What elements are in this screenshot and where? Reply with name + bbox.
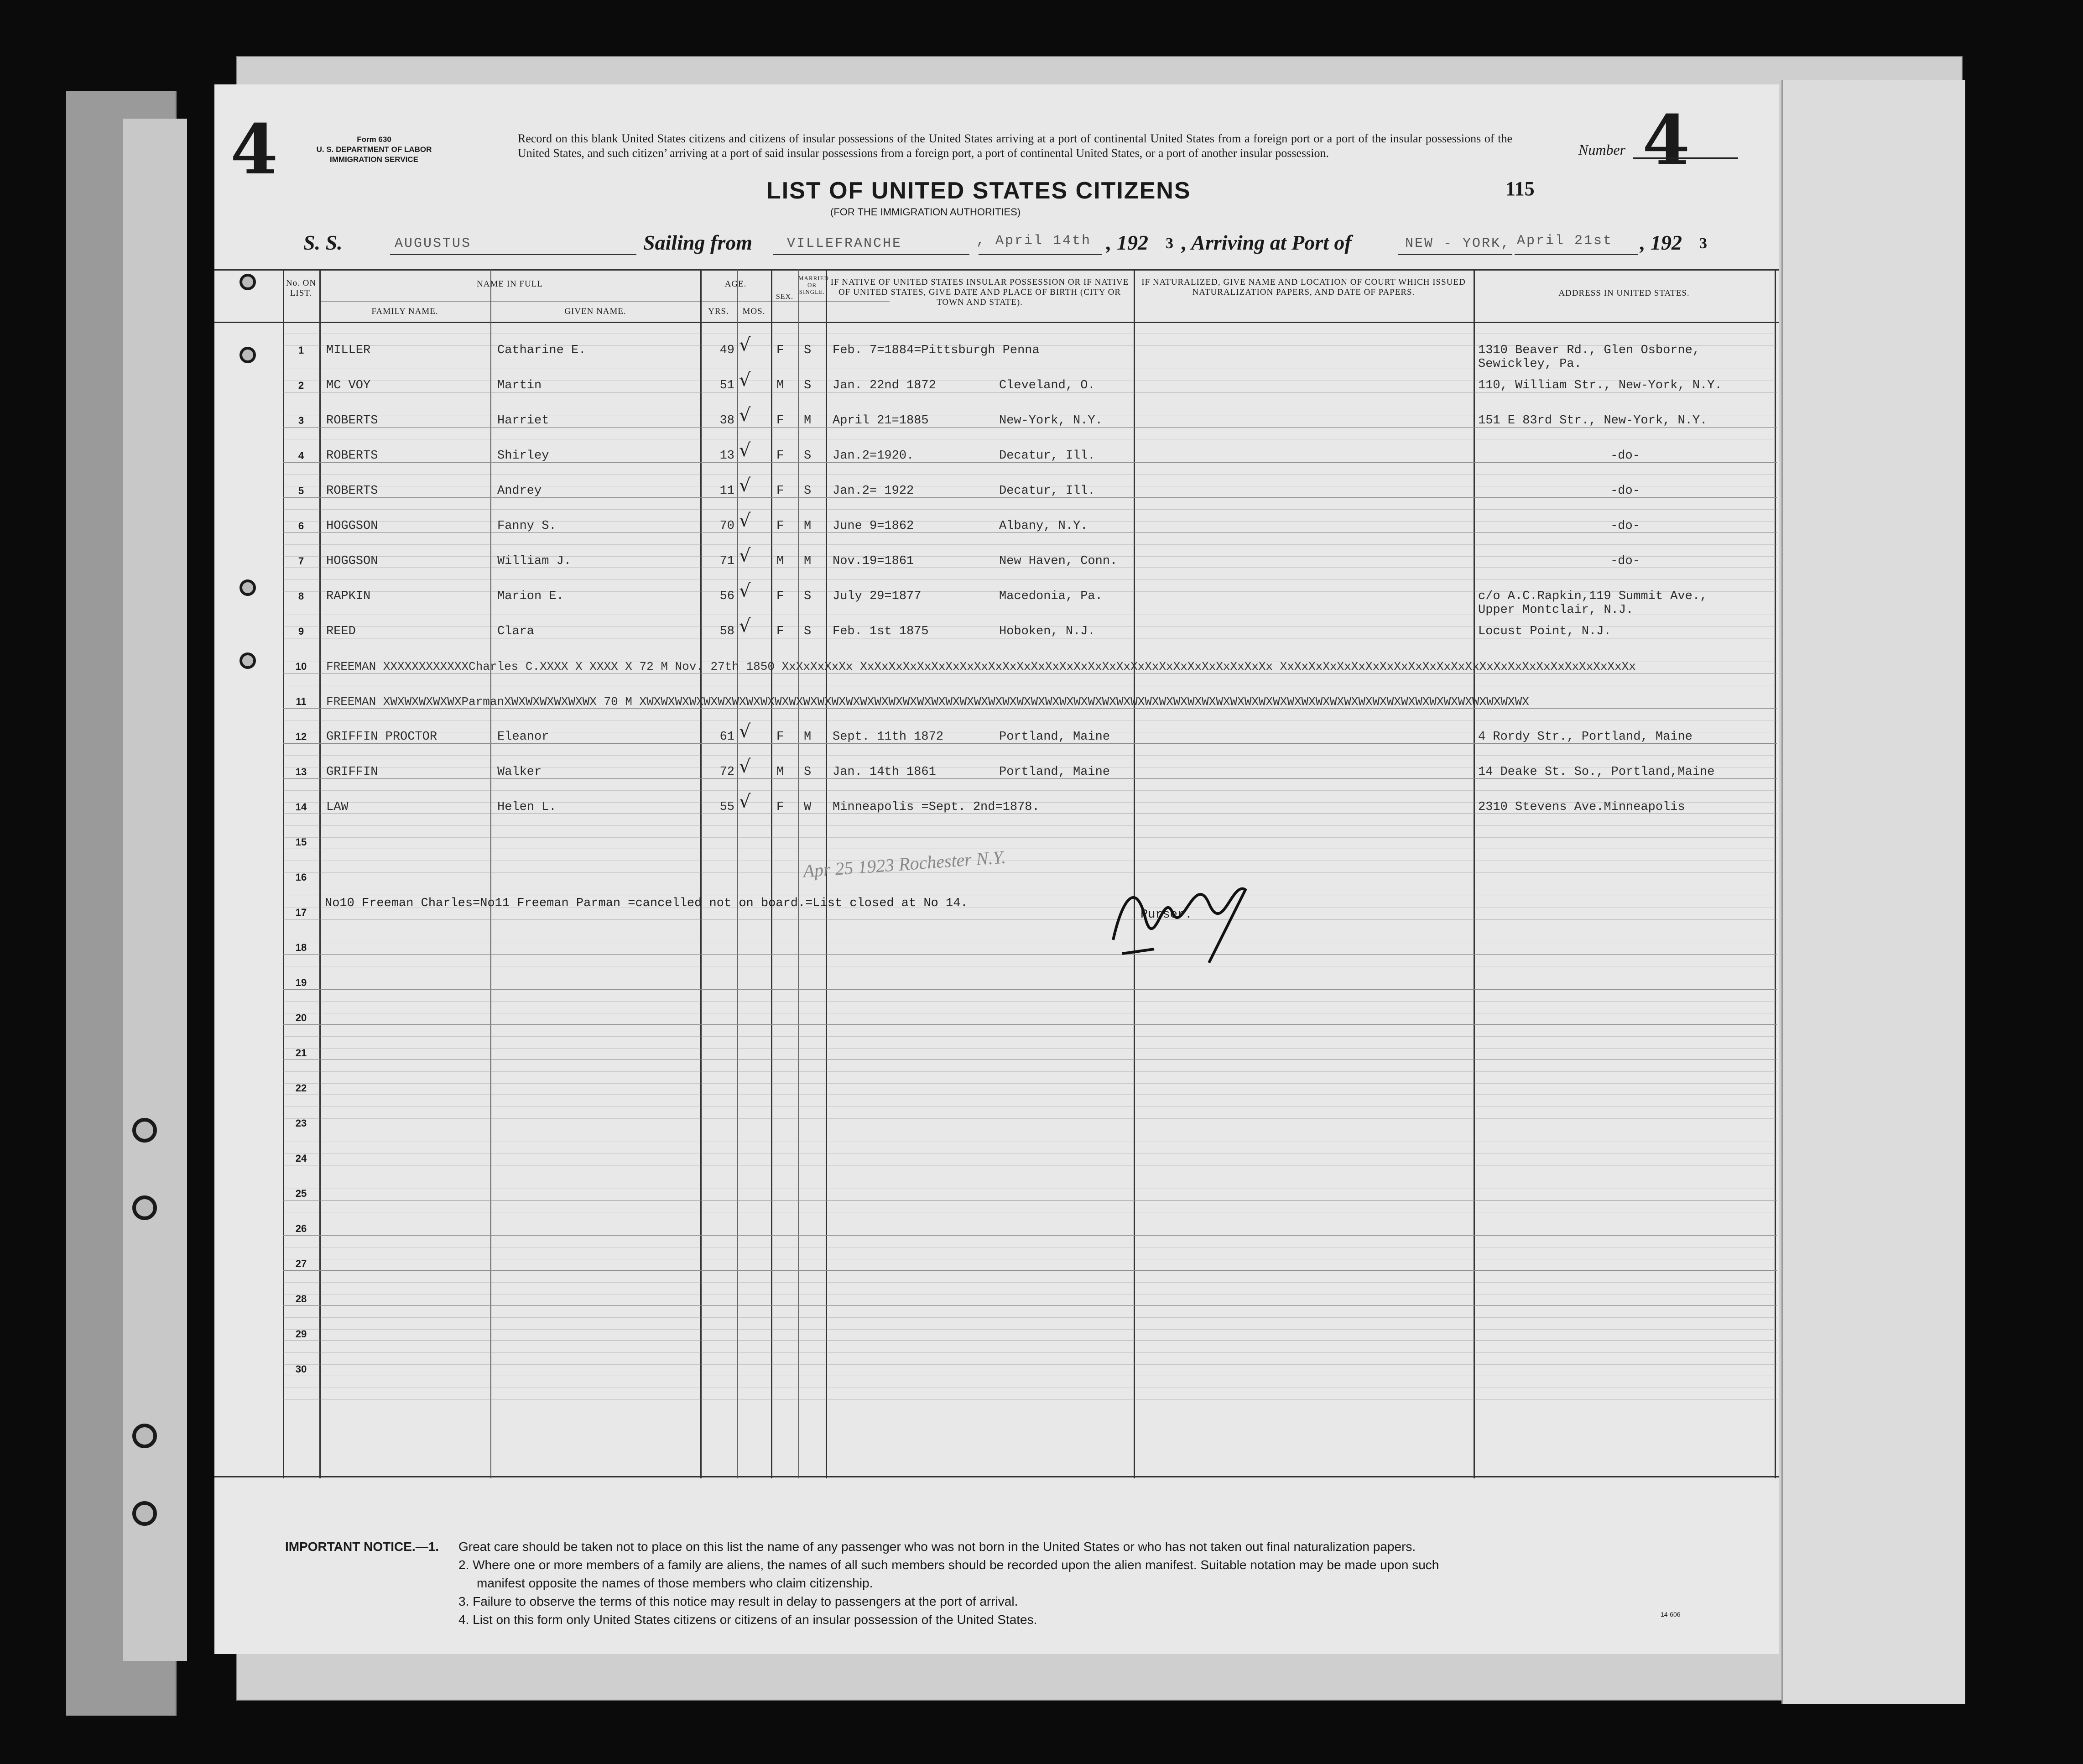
- address-line-2: Upper Montclair, N.J.: [1478, 603, 1634, 617]
- age-years: 61: [719, 730, 734, 744]
- col-header-age: AGE.: [724, 279, 747, 289]
- form-code: 14-606: [1661, 1611, 1681, 1618]
- given-name: Eleanor: [497, 730, 549, 744]
- row-number: 15: [295, 836, 307, 848]
- row-number: 24: [295, 1153, 307, 1164]
- birth-date: April 21=1885: [833, 414, 929, 428]
- birth-date: July 29=1877: [833, 590, 922, 603]
- notice-item: 4. List on this form only United States citizens or citizens of an insular possession of the United States.: [458, 1613, 1037, 1627]
- row-subrule: [283, 872, 1777, 873]
- row-number: 1: [298, 344, 304, 356]
- family-name: GRIFFIN: [326, 765, 378, 779]
- row-subrule: [283, 1364, 1777, 1365]
- page-subtitle: (FOR THE IMMIGRATION AUTHORITIES): [830, 206, 1021, 218]
- row-subrule: [283, 825, 1777, 826]
- departure-date: , April 14th: [976, 233, 1092, 249]
- marital-status: S: [804, 379, 812, 392]
- row-number: 28: [295, 1293, 307, 1305]
- row-subrule: [283, 474, 1777, 475]
- given-name: Martin: [497, 379, 542, 392]
- ss-label: S. S.: [303, 231, 343, 254]
- arrival-port: NEW - YORK,: [1405, 236, 1511, 251]
- col-header-mos: MOS.: [742, 307, 766, 316]
- address: 4 Rordy Str., Portland, Maine: [1478, 730, 1692, 744]
- row-subrule: [283, 1071, 1777, 1072]
- row-subrule: [283, 579, 1777, 580]
- underline: [1515, 254, 1638, 255]
- given-name: Harriet: [497, 414, 549, 428]
- birth-place: New-York, N.Y.: [999, 414, 1103, 428]
- age-years: 58: [719, 625, 734, 638]
- row-subrule: [283, 1083, 1777, 1084]
- purser-label: Purser.: [1140, 908, 1193, 922]
- row-subrule: [283, 1399, 1777, 1400]
- row-number: 27: [295, 1258, 307, 1269]
- sex: F: [776, 414, 784, 428]
- row-number: 18: [295, 942, 307, 953]
- marital-status: M: [804, 730, 812, 744]
- address: -do-: [1610, 449, 1640, 463]
- arrival-year-prefix: , 192: [1640, 231, 1682, 254]
- row-rule: [283, 1024, 1777, 1025]
- address: -do-: [1610, 554, 1640, 568]
- departure-year-prefix: , 192: [1106, 231, 1148, 254]
- family-name: ROBERTS: [326, 449, 378, 463]
- family-name: GRIFFIN PROCTOR: [326, 730, 437, 744]
- page-title: LIST OF UNITED STATES CITIZENS: [766, 177, 1191, 204]
- col-header-married: MARRIED OR SINGLE.: [798, 275, 829, 295]
- passenger-table: [214, 269, 1779, 1478]
- age-years: 49: [719, 344, 734, 357]
- age-years: 11: [719, 484, 734, 498]
- col-header-yrs: YRS.: [708, 307, 729, 316]
- family-name: ROBERTS: [326, 484, 378, 498]
- notice-item: manifest opposite the names of those members who claim citizenship.: [477, 1576, 873, 1590]
- given-name: Clara: [497, 625, 535, 638]
- list-number: 4: [1642, 100, 1690, 181]
- birth-place: Decatur, Ill.: [999, 484, 1095, 498]
- notice-item: 3. Failure to observe the terms of this notice may result in delay to passengers at the port of arrival.: [458, 1594, 1018, 1608]
- row-number: 17: [295, 907, 307, 918]
- underline: [390, 254, 636, 255]
- page-number: 115: [1505, 177, 1535, 200]
- pencil-annotation: Apr 25 1923 Rochester N.Y.: [802, 846, 1007, 882]
- row-subrule: [283, 1282, 1777, 1283]
- number-underline: [1633, 157, 1738, 159]
- row-number: 2: [298, 380, 304, 391]
- birth-date: Jan. 22nd 1872: [833, 379, 936, 392]
- given-name: Fanny S.: [497, 519, 557, 533]
- age-check-mark: √: [739, 475, 751, 496]
- address: 14 Deake St. So., Portland,Maine: [1478, 765, 1715, 779]
- address: -do-: [1610, 519, 1640, 533]
- underline: [979, 254, 1102, 255]
- birth-place: Decatur, Ill.: [999, 449, 1095, 463]
- birth-place: Albany, N.Y.: [999, 519, 1088, 533]
- row-number: 13: [295, 766, 307, 778]
- address: 110, William Str., New-York, N.Y.: [1478, 379, 1722, 392]
- birth-place: New Haven, Conn.: [999, 554, 1118, 568]
- marital-status: S: [804, 344, 812, 357]
- punch-hole: [132, 1195, 157, 1220]
- marital-status: S: [804, 765, 812, 779]
- row-number: 19: [295, 977, 307, 988]
- departure-year-suffix: 3: [1166, 235, 1173, 252]
- given-name: William J.: [497, 554, 572, 568]
- age-check-mark: √: [739, 791, 751, 812]
- given-name: Catharine E.: [497, 344, 586, 357]
- row-subrule: [283, 1036, 1777, 1037]
- family-name: MC VOY: [326, 379, 371, 392]
- family-name: RAPKIN: [326, 590, 371, 603]
- sex: F: [776, 590, 784, 603]
- row-number: 6: [298, 520, 304, 532]
- underline: [773, 254, 969, 255]
- row-number: 16: [295, 872, 307, 883]
- age-check-mark: √: [739, 334, 751, 355]
- given-name: Shirley: [497, 449, 549, 463]
- sex: M: [776, 765, 784, 779]
- punch-hole: [132, 1424, 157, 1448]
- address: 151 E 83rd Str., New-York, N.Y.: [1478, 414, 1708, 428]
- row-subrule: [283, 1118, 1777, 1119]
- row-rule: [283, 989, 1777, 990]
- row-number: 21: [295, 1047, 307, 1059]
- age-check-mark: √: [739, 756, 751, 777]
- notice-label: IMPORTANT NOTICE.—1.: [285, 1540, 439, 1554]
- marital-status: M: [804, 554, 812, 568]
- age-years: 70: [719, 519, 734, 533]
- row-subrule: [283, 1048, 1777, 1049]
- sex: F: [776, 449, 784, 463]
- row-rule: [283, 1059, 1777, 1060]
- departure-port: VILLEFRANCHE: [787, 236, 902, 251]
- given-name: Andrey: [497, 484, 542, 498]
- sex: F: [776, 625, 784, 638]
- family-name: MILLER: [326, 344, 371, 357]
- marital-status: S: [804, 625, 812, 638]
- marital-status: M: [804, 414, 812, 428]
- notice-item: 2. Where one or more members of a family are aliens, the names of all such members should be recorded upon the alien manifest. Suitable notation may be made upon such: [458, 1558, 1439, 1572]
- row-subrule: [283, 1153, 1777, 1154]
- sex: F: [776, 484, 784, 498]
- form-department-block: [301, 135, 447, 165]
- birth-place: Hoboken, N.J.: [999, 625, 1095, 638]
- sex: M: [776, 379, 784, 392]
- sailing-label: Sailing from: [643, 231, 753, 254]
- sex: F: [776, 800, 784, 814]
- row-number: 22: [295, 1082, 307, 1094]
- address: 1310 Beaver Rd., Glen Osborne,: [1478, 344, 1700, 357]
- row-number: 10: [295, 661, 307, 672]
- given-name: Helen L.: [497, 800, 557, 814]
- age-check-mark: √: [739, 580, 751, 601]
- notice-items: [458, 1538, 1745, 1629]
- age-check-mark: √: [739, 510, 751, 531]
- age-check-mark: √: [739, 370, 751, 391]
- number-label: Number: [1578, 141, 1626, 158]
- row-subrule: [283, 1352, 1777, 1353]
- age-check-mark: √: [739, 545, 751, 566]
- row-number: 12: [295, 731, 307, 742]
- row-subrule: [283, 1001, 1777, 1002]
- row-number: 29: [295, 1328, 307, 1340]
- age-years: 51: [719, 379, 734, 392]
- row-number: 9: [298, 626, 304, 637]
- birth-date: Jan. 14th 1861: [833, 765, 936, 779]
- col-header-given-name: GIVEN NAME.: [564, 307, 626, 316]
- birth-date: Feb. 1st 1875: [833, 625, 929, 638]
- sex: F: [776, 519, 784, 533]
- form-number: Form 630: [357, 135, 391, 144]
- struck-entry: FREEMAN XWXWXWXWXWXParmanXWXWXWXWXWXWX 70 M XWXWXWXWXWXWXWXWXWXWXWXWXWXWXWXWXWXWXWXWXWXWXWXWXWXWXWXWXWXWXWXWXWXWXWXWXWXWXWXWXWXWXWXWXWXWXWXWXWXWXWXWXWXWXWXWXWXWXWXWXWXWX: [326, 695, 1529, 709]
- birth-date: Jan.2= 1922: [833, 484, 914, 498]
- ship-name: AUGUSTUS: [395, 236, 472, 251]
- cancellation-note: No10 Freeman Charles=No11 Freeman Parman =cancelled not on board.=List closed at No 14.: [325, 897, 968, 910]
- row-rule: [283, 1235, 1777, 1236]
- row-number: 14: [295, 801, 307, 813]
- right-page-edge: [1781, 80, 1965, 1704]
- sex: F: [776, 344, 784, 357]
- col-header-birth: IF NATIVE OF UNITED STATES INSULAR POSSESSION OR IF NATIVE OF UNITED STATES, GIVE DATE AND PLACE OF BIRTH (CITY OR TOWN AND STATE).: [830, 277, 1129, 307]
- arrival-year-suffix: 3: [1699, 235, 1707, 252]
- birth-date: June 9=1862: [833, 519, 914, 533]
- row-number: 8: [298, 590, 304, 602]
- age-years: 55: [719, 800, 734, 814]
- col-header-family-name: FAMILY NAME.: [371, 307, 438, 316]
- punch-hole: [132, 1118, 157, 1143]
- marital-status: S: [804, 484, 812, 498]
- address: Locust Point, N.J.: [1478, 625, 1611, 638]
- row-subrule: [283, 1329, 1777, 1330]
- marital-status: M: [804, 519, 812, 533]
- family-name: LAW: [326, 800, 349, 814]
- row-number: 25: [295, 1188, 307, 1199]
- age-years: 38: [719, 414, 734, 428]
- row-number: 7: [298, 555, 304, 567]
- row-number: 26: [295, 1223, 307, 1234]
- age-check-mark: √: [739, 440, 751, 461]
- row-rule: [283, 954, 1777, 955]
- birth-date: Nov.19=1861: [833, 554, 914, 568]
- family-name: HOGGSON: [326, 519, 378, 533]
- row-rule: [283, 1270, 1777, 1271]
- row-subrule: [283, 544, 1777, 545]
- col-header-no: No. ON LIST.: [286, 278, 317, 298]
- department-name: U. S. DEPARTMENT OF LABOR: [316, 145, 432, 154]
- row-subrule: [283, 837, 1777, 838]
- age-years: 56: [719, 590, 734, 603]
- row-number: 30: [295, 1363, 307, 1375]
- row-subrule: [283, 1106, 1777, 1107]
- sex: M: [776, 554, 784, 568]
- birth-place: Macedonia, Pa.: [999, 590, 1103, 603]
- birth-place: Portland, Maine: [999, 765, 1110, 779]
- punch-hole: [132, 1501, 157, 1526]
- address-line-2: Sewickley, Pa.: [1478, 357, 1582, 371]
- birth-date: Minneapolis =Sept. 2nd=1878.: [833, 800, 1040, 814]
- arriving-label: , Arriving at Port of: [1182, 231, 1352, 254]
- family-name: HOGGSON: [326, 554, 378, 568]
- given-name: Walker: [497, 765, 542, 779]
- underline: [1398, 254, 1512, 255]
- form-instructions: Record on this blank United States citizens and citizens of insular possessions of the United States arriving at a port of continental United States from a foreign port or a port of the insular possessions of the United States, and such citizen’ arriving at a port of said insular possessions from a foreign port, a port of continental United States, or a port of another insular possession.: [518, 132, 1512, 160]
- row-number: 20: [295, 1012, 307, 1023]
- sex: F: [776, 730, 784, 744]
- struck-entry: FREEMAN XXXXXXXXXXXXCharles C.XXXX X XXXX X 72 M Nov. 27th 1850 XxXxXxXxXx XxXxXxXxXxXxXxXxXxXxXxXxXxXxXxXxXxXxXxXxXxXxXxXxXxXxXxXxXx XxXxXxXxXxXxXxXxXxXxXxXxXxXxXxXxXxXxXxXxXxXxXxXxXx: [326, 660, 1636, 673]
- birth-date: Sept. 11th 1872: [833, 730, 944, 744]
- col-header-sex: SEX.: [776, 293, 794, 301]
- birth-date: Jan.2=1920.: [833, 449, 914, 463]
- marital-status: S: [804, 590, 812, 603]
- col-header-naturalized: IF NATURALIZED, GIVE NAME AND LOCATION OF COURT WHICH ISSUED NATURALIZATION PAPERS, AND DATE OF PAPERS.: [1141, 277, 1466, 297]
- birth-date: Feb. 7=1884=Pittsburgh Penna: [833, 344, 1040, 357]
- given-name: Marion E.: [497, 590, 564, 603]
- purser-signature: [1095, 862, 1268, 981]
- age-check-mark: √: [739, 616, 751, 637]
- service-name: IMMIGRATION SERVICE: [330, 155, 418, 164]
- marital-status: W: [804, 800, 812, 814]
- row-subrule: [283, 1317, 1777, 1318]
- marital-status: S: [804, 449, 812, 463]
- col-header-address: ADDRESS IN UNITED STATES.: [1558, 288, 1690, 298]
- family-name: ROBERTS: [326, 414, 378, 428]
- table-top-rule: [214, 269, 1779, 271]
- row-subrule: [283, 755, 1777, 756]
- age-years: 71: [719, 554, 734, 568]
- row-subrule: [283, 790, 1777, 791]
- col-header-name-in-full: NAME IN FULL: [477, 279, 543, 289]
- address: 2310 Stevens Ave.Minneapolis: [1478, 800, 1685, 814]
- age-years: 72: [719, 765, 734, 779]
- row-number: 3: [298, 415, 304, 426]
- age-check-mark: √: [739, 721, 751, 742]
- form-corner-number: 4: [230, 110, 278, 190]
- row-number: 11: [296, 696, 307, 707]
- birth-place: Cleveland, O.: [999, 379, 1095, 392]
- age-check-mark: √: [739, 405, 751, 426]
- row-number: 4: [298, 450, 304, 461]
- arrival-date: April 21st: [1517, 233, 1613, 249]
- age-years: 13: [719, 449, 734, 463]
- row-number: 23: [295, 1117, 307, 1129]
- address: -do-: [1610, 484, 1640, 498]
- notice-item: Great care should be taken not to place on this list the name of any passenger who was not born in the United States or who has not taken out final naturalization papers.: [458, 1540, 1416, 1554]
- voyage-line: [303, 230, 1763, 258]
- table-bottom-rule: [214, 1476, 1779, 1477]
- subheader-rule: [319, 301, 890, 302]
- row-number: 5: [298, 485, 304, 496]
- row-subrule: [283, 509, 1777, 510]
- address: c/o A.C.Rapkin,119 Summit Ave.,: [1478, 590, 1708, 603]
- birth-place: Portland, Maine: [999, 730, 1110, 744]
- row-rule: [283, 1305, 1777, 1306]
- family-name: REED: [326, 625, 356, 638]
